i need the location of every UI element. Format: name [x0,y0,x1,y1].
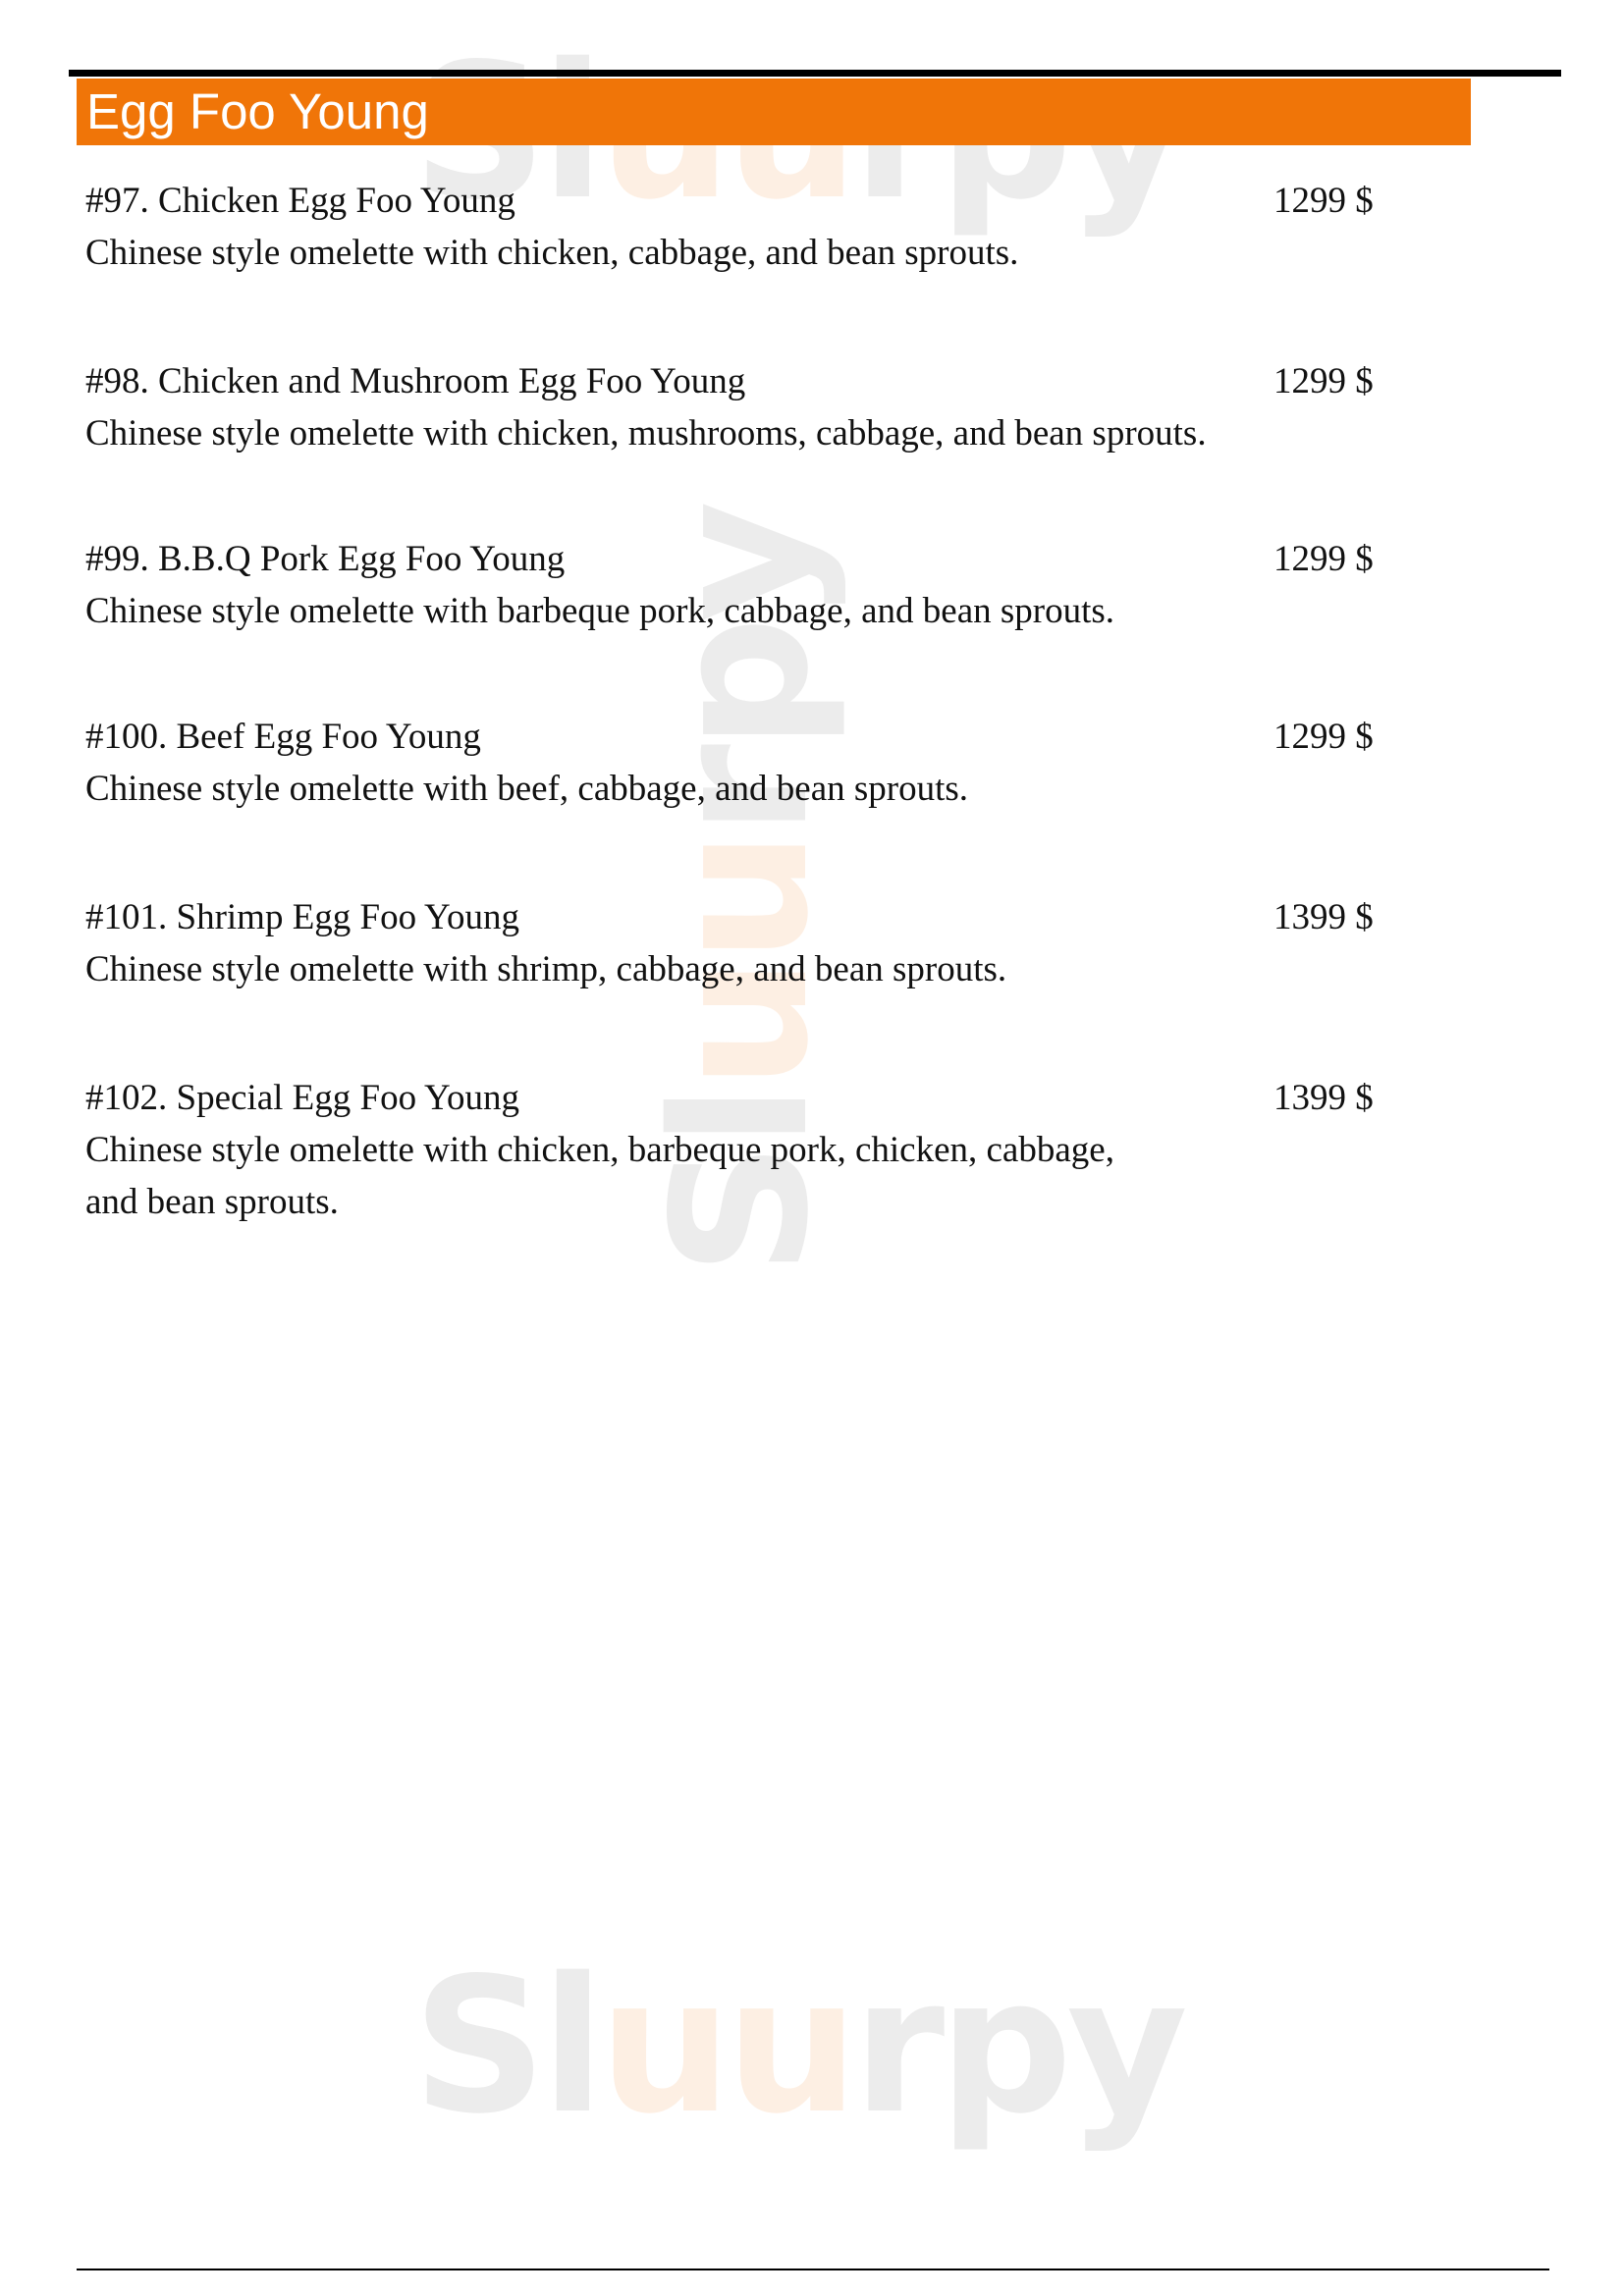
menu-item [85,533,1401,637]
item-description: Chinese style omelette with shrimp, cabbage, and bean sprouts. [85,949,1007,989]
watermark-part: uu [598,1938,853,2155]
menu-item [85,711,1401,815]
item-price: 1299 $ [1273,361,1374,401]
bottom-divider [77,2269,1549,2270]
watermark-part: Sl [412,1938,599,2155]
item-name: #97. Chicken Egg Foo Young [85,181,515,221]
item-name: #101. Shrimp Egg Foo Young [85,897,520,937]
item-description: Chinese style omelette with beef, cabbage, and bean sprouts. [85,769,969,809]
top-divider [69,70,1561,77]
item-name: #102. Special Egg Foo Young [85,1078,519,1118]
section-header: Egg Foo Young [77,79,1471,145]
item-name: #100. Beef Egg Foo Young [85,717,481,757]
watermark-part: Sl [632,1090,849,1276]
item-price: 1399 $ [1273,1078,1374,1118]
item-description: Chinese style omelette with chicken, cabbage, and bean sprouts. [85,233,1019,273]
item-price: 1299 $ [1273,717,1374,757]
item-price: 1299 $ [1273,539,1374,579]
menu-item [85,891,1401,995]
item-description: Chinese style omelette with chicken, barbeque pork, chicken, cabbage, and bean sprouts. [85,1130,1114,1222]
menu-item [85,175,1401,279]
item-description: Chinese style omelette with barbeque pork, cabbage, and bean sprouts. [85,591,1115,631]
item-price: 1399 $ [1273,897,1374,937]
item-name: #99. B.B.Q Pork Egg Foo Young [85,539,566,579]
item-description: Chinese style omelette with chicken, mushrooms, cabbage, and bean sprouts. [85,413,1207,454]
menu-items-list [85,175,1401,1228]
menu-item [85,355,1401,459]
item-price: 1299 $ [1273,181,1374,221]
watermark-logo [412,1938,1183,2155]
item-name: #98. Chicken and Mushroom Egg Foo Young [85,361,746,401]
watermark-part: rpy [632,506,849,836]
menu-item [85,1072,1401,1228]
watermark-part: rpy [852,1938,1183,2155]
watermark-part: uu [632,835,849,1091]
